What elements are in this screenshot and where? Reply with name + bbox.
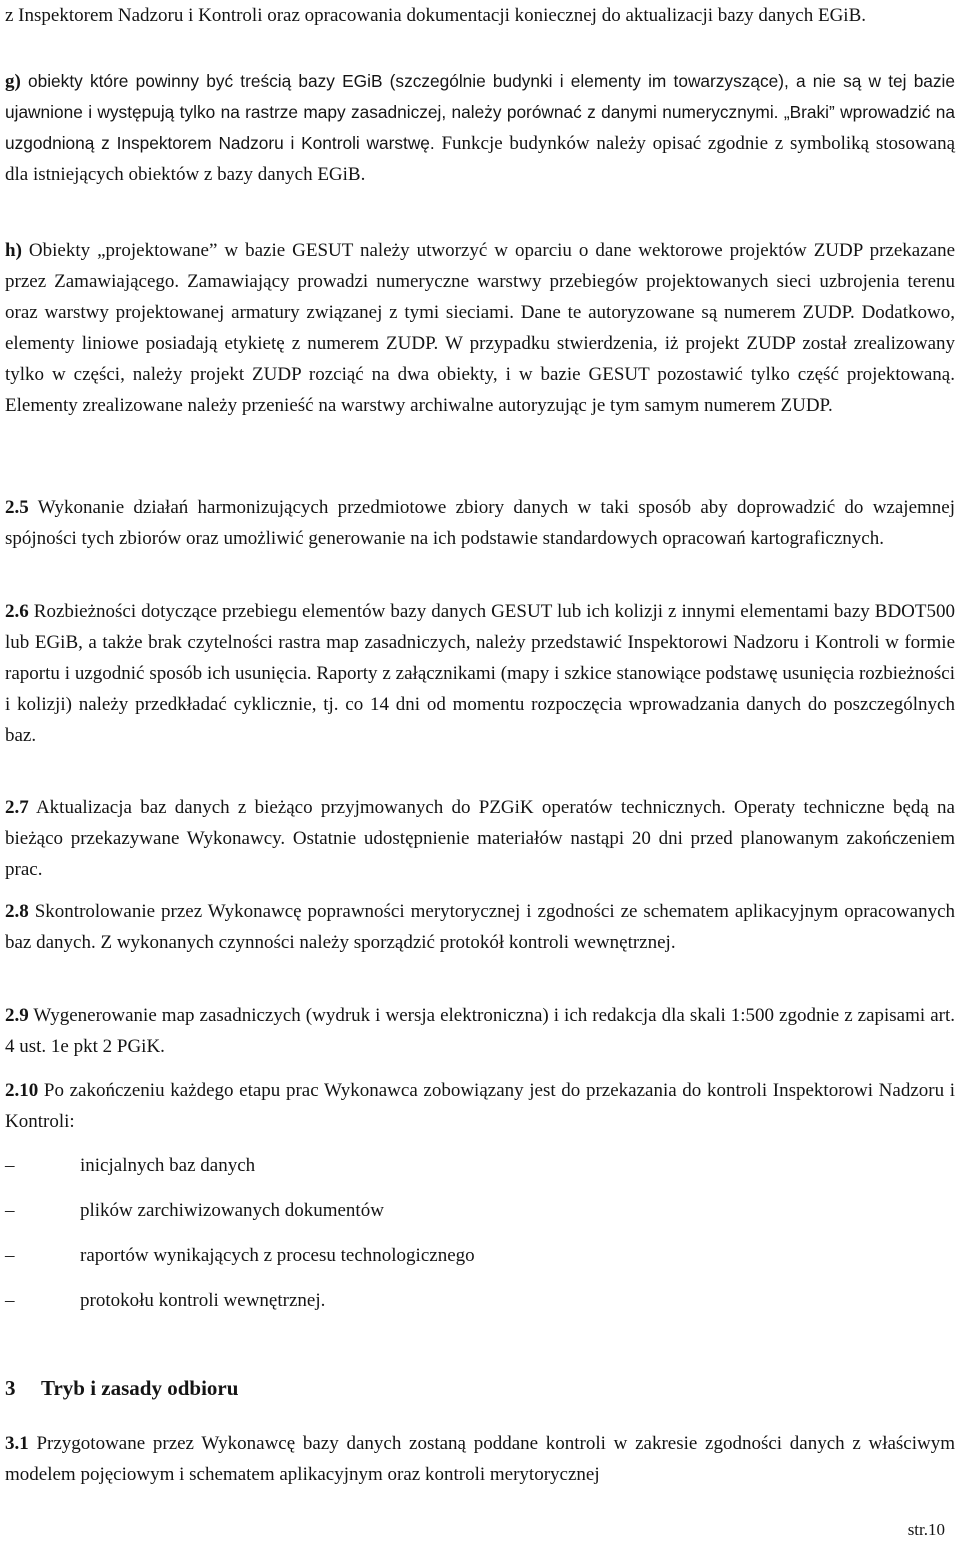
dash-bullet: –	[5, 1200, 15, 1221]
section-heading-number: 3	[5, 1376, 16, 1400]
item-number: 2.7	[5, 797, 29, 818]
list-item-text: plików zarchiwizowanych dokumentów	[80, 1200, 384, 1221]
item-number: 2.8	[5, 901, 29, 922]
item-2-6	[5, 596, 955, 751]
item-number: 2.9	[5, 1005, 29, 1026]
item-text: Po zakończeniu każdego etapu prac Wykonawca zobowiązany jest do przekazania do kontroli Inspektorowi Nadzoru i Kontroli:	[5, 1080, 956, 1132]
item-number: 3.1	[5, 1433, 29, 1454]
item-text: Przygotowane przez Wykonawcę bazy danych zostaną poddane kontroli w zakresie zgodności danych z właściwym modelem pojęciowym i schematem aplikacyjnym oraz kontroli merytorycznej	[5, 1433, 956, 1485]
section-heading-title: Tryb i zasady odbioru	[41, 1376, 239, 1400]
paragraph-h-text-a: Obiekty „projektowane” w bazie GESUT należy utworzyć w oparciu o dane wektorowe projektów ZUDP przekazane przez Zamawiającego.	[5, 240, 956, 292]
item-number: 2.5	[5, 497, 29, 518]
paragraph-g-text-b: Funkcje budynków należy opisać zgodnie z symboliką stosowaną dla istniejących obiektów z bazy danych EGiB.	[5, 133, 956, 185]
paragraph-g	[5, 66, 955, 190]
paragraph-intro	[5, 0, 955, 31]
item-2-10	[5, 1075, 955, 1137]
list-item-text: protokołu kontroli wewnętrznej.	[80, 1290, 326, 1311]
paragraph-g-text-a: obiekty które powinny być treścią bazy EGiB (szczególnie budynki i elementy im towarzyszące), a nie są w tej bazie ujawnione i występują tylko na rastrze mapy zasadniczej, należy porównać z danymi numerycznymi. „Braki” wprowadzić na uzgodnioną z Inspektorem Nadzoru i Kontroli warstwę.	[5, 71, 956, 153]
paragraph-h-label: h)	[5, 240, 22, 261]
paragraph-h	[5, 235, 955, 421]
paragraph-intro-text: z Inspektorem Nadzoru i Kontroli oraz opracowania dokumentacji koniecznej do aktualizacji bazy danych EGiB.	[5, 5, 867, 26]
item-text: Aktualizacja baz danych z bieżąco przyjmowanych do PZGiK operatów technicznych. Operaty techniczne będą na bieżąco przekazywane Wykonawcy. Ostatnie udostępnienie materiałów nastąpi 20 dni przed planowanym zakończeniem prac.	[5, 797, 955, 880]
list-item-text: inicjalnych baz danych	[80, 1155, 256, 1176]
item-number: 2.10	[5, 1080, 39, 1101]
item-3-1	[5, 1428, 955, 1490]
item-2-7	[5, 792, 955, 885]
item-2-9	[5, 1000, 955, 1062]
page-number: str.10	[907, 1520, 945, 1539]
dash-bullet: –	[5, 1155, 15, 1176]
dash-bullet: –	[5, 1290, 15, 1311]
list-item-text: raportów wynikających z procesu technologicznego	[80, 1245, 475, 1266]
paragraph-g-label: g)	[5, 71, 21, 92]
item-text: Wygenerowanie map zasadniczych (wydruk i wersja elektroniczna) i ich redakcja dla skali 1:500 zgodnie z zapisami art. 4 ust. 1e pkt 2 PGiK.	[5, 1005, 955, 1057]
dash-bullet: –	[5, 1245, 15, 1266]
item-text: Rozbieżności dotyczące przebiegu elementów bazy danych GESUT lub ich kolizji z innymi elementami bazy BDOT500 lub EGiB, a także brak czytelności rastra map zasadniczych, należy przedstawić Inspektorowi Nadzoru i Kontroli w formie raportu i uzgodnić sposób ich usunięcia. Raporty z załącznikami (mapy i szkice stanowiące podstawę usunięcia rozbieżności i kolizji) należy przedkładać cyklicznie, tj. co 14 dni od momentu rozpoczęcia wprowadzania danych do poszczególnych baz.	[5, 601, 956, 746]
item-text: Skontrolowanie przez Wykonawcę poprawności merytorycznej i zgodności ze schematem aplikacyjnym opracowanych baz danych. Z wykonanych czynności należy sporządzić protokół kontroli wewnętrznej.	[5, 901, 956, 953]
item-number: 2.6	[5, 601, 29, 622]
item-text: Wykonanie działań harmonizujących przedmiotowe zbiory danych w taki sposób aby doprowadzić do wzajemnej spójności tych zbiorów oraz umożliwić generowanie na ich podstawie standardowych opracowań kartograficznych.	[5, 497, 955, 549]
item-2-5	[5, 492, 955, 554]
paragraph-h-text-b: Zamawiający prowadzi numeryczne warstwy przebiegów projektowanych sieci uzbrojenia terenu oraz warstwy projektowanej armatury związanej z tymi sieciami. Dane te autoryzowane są numerem ZUDP. Dodatkowo, elementy liniowe posiadają etykietę z numerem ZUDP. W przypadku stwierdzenia, iż projekt ZUDP został zrealizowany tylko w części, należy projekt ZUDP rozciąć na dwa obiekty, i w bazie GESUT pozostawić tylko część projektowaną. Elementy zrealizowane należy przenieść na warstwy archiwalne autoryzując je tym samym numerem ZUDP.	[5, 271, 956, 416]
item-2-8	[5, 896, 955, 958]
section-heading	[5, 1373, 238, 1404]
